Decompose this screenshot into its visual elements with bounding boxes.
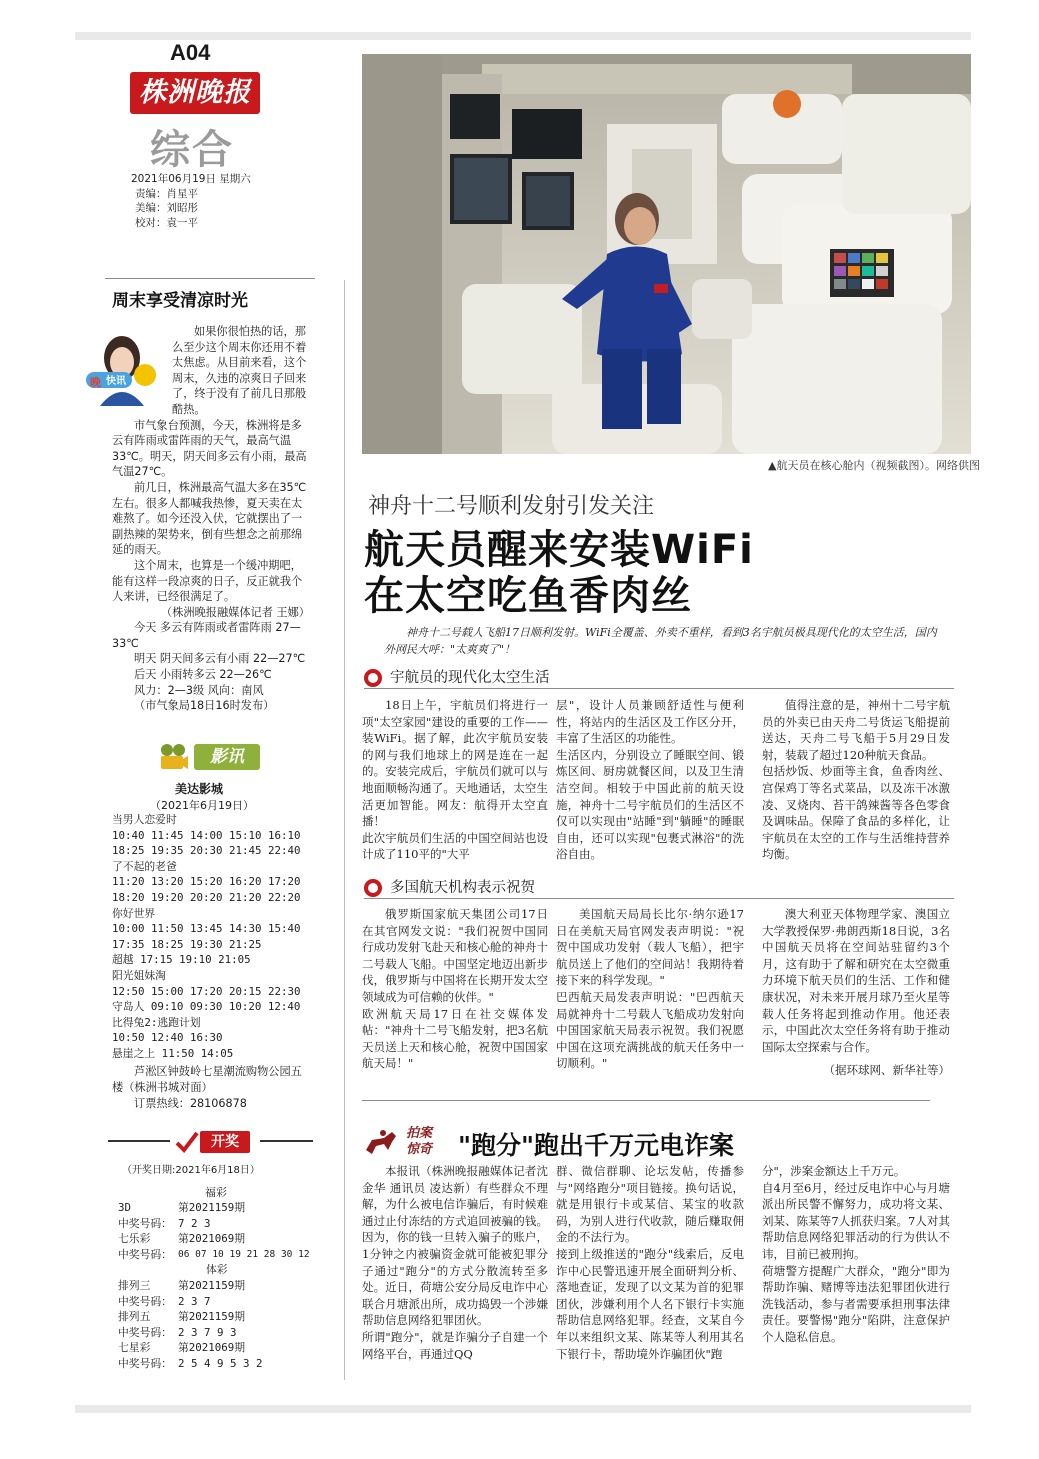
section2-title: 多国航天机构表示祝贺	[390, 880, 535, 896]
section1-col3: 值得注意的是，神州十二号宇航员的外卖已由天舟二号货运飞船提前送达，天舟二号飞船于5月29日发射，装载了超过120种航天食品。 包括炒饭、炒面等主食，鱼香肉丝、宫保鸡丁等名式菜品，以及冻干冰激凌、叉烧肉、苔干鸽辣酱等各色零食及调味品。保障了食品的多样化，让宇航员在太空的工作与生活维持营养均衡。	[762, 698, 950, 862]
showtimes: 18:20 19:20 20:20 21:20 22:20	[112, 890, 301, 904]
movie-showtimes: 超越 17:15 19:10 21:05	[112, 953, 251, 967]
section-bullet-icon	[364, 879, 382, 897]
checkmark-icon	[174, 1129, 200, 1155]
editor-credit: 责编：肖星平	[135, 187, 198, 200]
section-bullet-icon	[364, 669, 382, 687]
horse-rider-icon	[362, 1128, 406, 1158]
astronaut-photo-illustration	[362, 54, 971, 454]
movie-title: 了不起的老爸	[112, 859, 177, 873]
lottery-row: 中奖号码： 06 07 10 19 21 28 30 12	[118, 1247, 310, 1261]
section2-heading	[364, 876, 535, 897]
forecast-day-after: 后天 小雨转多云 22—26℃	[134, 668, 272, 682]
lottery-row: 中奖号码： 2 3 7	[118, 1294, 211, 1308]
fraud-story-top-rule	[362, 1100, 930, 1101]
showtimes: 11:20 13:20 15:20 16:20 17:20	[112, 875, 301, 889]
section1-col2: 层"，设计人员兼顾舒适性与便利性，将站内的生活区及工作区分开，丰富了生活区的功能性。 生活区内，分别设立了睡眠空间、锻炼区间、厨房就餐区间，以及卫生清洁空间。相较于中国此前的航天设施，神舟十二号宇航员们的生活区不仅可以实现由"站睡"到"躺睡"的睡眠自由，还可以实现"包裹式淋浴"的洗浴自由。	[556, 698, 744, 862]
lottery-row: 排列五 第2021159期	[118, 1310, 246, 1324]
column-divider	[344, 280, 345, 1380]
left-top-rule	[105, 278, 315, 279]
story-kicker: 神舟十二号顺利发射引发关注	[368, 494, 655, 519]
section1-rule	[364, 688, 954, 689]
weather-byline: （株洲晚报融媒体记者 王娜）	[161, 605, 310, 619]
forecast-today: 今天 多云有阵雨或者雷阵雨 27—33℃	[112, 621, 301, 650]
weather-body	[112, 324, 310, 714]
section1-heading	[364, 666, 550, 687]
movie-title: 你好世界	[112, 906, 156, 920]
showtimes: 17:35 18:25 19:30 21:25	[112, 937, 262, 951]
art-editor-credit: 美编：刘昭彤	[135, 202, 198, 214]
lottery-date: （开奖日期:2021年6月18日）	[122, 1165, 260, 1176]
cinema-address: 芦淞区钟鼓岭七星潮流购物公园五楼（株洲书城对面）	[112, 1065, 302, 1094]
space-station-photo	[362, 54, 971, 454]
section-name: 综合	[150, 127, 234, 173]
showtimes: 10:40 11:45 14:00 15:10 16:10	[112, 828, 301, 842]
weather-paragraph: 市气象台预测，今天，株洲将是多云有阵雨或雷阵雨的天气，最高气温33℃。明天，阴天间多云有小雨，最高气温27℃。	[112, 418, 307, 479]
cinema-name: 美达影城	[175, 782, 224, 796]
showtimes: 12:50 15:00 17:20 20:15 22:30	[112, 984, 301, 998]
fraud-col2: 群、微信群聊、论坛发帖，传播参与"网络跑分"项目链接。换句话说，就是用银行卡或某信、某宝的收款码，为别人进行代收款，随后赚取佣金的不法行为。 接到上级推送的"跑分"线索后，反电诈中心民警迅速开展全面研判分析、落地查证，发现了以文某为首的犯罪团伙，涉嫌利用个人名下银行卡实施帮助信息网络犯罪。经查，文某自今年以来组织文某、陈某等人利用其名下银行卡，帮助境外诈骗团伙"跑	[556, 1164, 744, 1361]
photo-caption: ▲航天员在核心舱内（视频截图）。网络供图	[768, 459, 980, 472]
forecast-wind: 风力：2—3级 风向：南风	[134, 683, 264, 697]
lottery-row: 排列三 第2021159期	[118, 1278, 246, 1292]
lottery-row: 中奖号码： 2 3 7 9 3	[118, 1325, 237, 1339]
lottery-badge: 开奖	[200, 1131, 250, 1153]
masthead-info	[131, 172, 251, 230]
story-headline-line1: 航天员醒来安装WiFi	[364, 527, 754, 573]
bottom-band	[75, 1405, 971, 1413]
fraud-badge-text: 拍案惊奇	[406, 1126, 433, 1157]
page-number: A04	[170, 40, 211, 65]
section2-rule	[364, 898, 954, 899]
cinema-hotline: 订票热线：28106878	[134, 1097, 247, 1110]
issue-date: 2021年06月19日 星期六	[131, 173, 251, 185]
section1-col1: 18日上午，宇航员们将进行一项"太空家园"建设的重要的工作——装WiFi。据了解，此次宇航员安装的网与我们地球上的网是连在一起的。安装完成后，宇航员们就可以与地面顺畅沟通了。天地通话，太空生活更加智能。网友：航得开太空直播！ 此次宇航员们生活的中国空间站也设计成了110平的"大平	[362, 698, 548, 862]
svg-text:晚: 晚	[90, 376, 101, 389]
fucai-label: 福彩	[205, 1186, 227, 1199]
cinema-header	[158, 742, 268, 772]
section1-title: 宇航员的现代化太空生活	[390, 670, 550, 686]
cinema-date: （2021年6月19日）	[150, 799, 254, 812]
fraud-col1: 本报讯（株洲晚报融媒体记者沈金华 通讯员 凌达新）有些群众不理解，为什么被电信诈骗后，有时候难通过止付冻结的方式追回被骗的钱。因为，你的钱一旦转入骗子的账户，1分钟之内被骗资金就可能被犯罪分子通过"跑分"的方式分散流转至多处。近日，荷塘公安分局反电诈中心联合月塘派出所，成功捣毁一个涉嫌帮助信息网络犯罪团伙。 所谓"跑分"，就是诈骗分子自建一个网络平台，再通过QQ	[362, 1164, 548, 1361]
lottery-row: 七星彩 第2021069期	[118, 1341, 246, 1355]
movie-title: 比得兔2:逃跑计划	[112, 1015, 201, 1029]
story-headline-line2: 在太空吃鱼香肉丝	[364, 573, 692, 619]
weather-paragraph: 前几日，株洲最高气温大多在35℃左右。很多人都喊我热惨，夏天卖在太难熬了。如今还没入伏，它就摆出了一副热辣的架势来，倒有些想念之前那绵延的雨天。	[112, 480, 307, 557]
forecast-tomorrow: 明天 阴天间多云有小雨 22—27℃	[134, 652, 306, 666]
weather-title: 周末享受清凉时光	[112, 291, 248, 311]
lottery-table	[118, 1200, 318, 1372]
reporter-badge: 快讯	[106, 376, 126, 387]
lottery-row: 3D 第2021159期	[118, 1201, 246, 1214]
cinema-listings	[112, 812, 312, 1062]
section2-byline: （据环球网、新华社等）	[823, 1063, 950, 1077]
movie-title: 当男人恋爱时	[112, 813, 177, 826]
weather-paragraph: 这个周末，也算是一个缓冲期吧，能有这样一段凉爽的日子，反正就我个人来讲，已经很满足了。	[112, 558, 303, 604]
showtimes: 10:00 11:50 13:45 14:30 15:40	[112, 922, 301, 936]
lottery-row: 中奖号码： 7 2 3	[118, 1216, 211, 1230]
section2-col1: 俄罗斯国家航天集团公司17日在其官网发文说："我们祝贺中国同行成功发射飞赴天和核心舱的神舟十二号载人飞船。中国坚定地迈出新步伐，俄罗斯与中国将在长期开发太空领域成为可信赖的伙伴。" 欧洲航天局17日在社交媒体发帖："神舟十二号飞船发射，把3名航天员送上天和核心舱，祝贺中国国家航天局！"	[362, 907, 548, 1071]
weather-paragraph: 如果你很怕热的话，那么至少这个周末你还用不着太焦虑。从目前来看，这个周末，久违的凉爽日子回来了，终于没有了前几日那般酷热。	[172, 325, 307, 416]
movie-showtimes: 守岛人 09:10 09:30 10:20 12:40	[112, 1000, 301, 1014]
fraud-headline: "跑分"跑出千万元电诈案	[458, 1131, 735, 1160]
fraud-badge	[362, 1124, 444, 1162]
story-deck: 神舟十二号载人飞船17日顺利发射。WiFi全覆盖、外卖不重样，看到3名宇航员极具现代化的太空生活，国内外网民大呼："太爽爽了"！	[384, 626, 937, 656]
paper-logo	[130, 72, 260, 114]
lottery-row: 七乐彩 第2021069期	[118, 1232, 246, 1246]
section2-col2: 美国航天局局长比尔·纳尔逊17日在美航天局官网发表声明说："祝贺中国成功发射（载人飞船），把宇航员送上了他们的空间站！我期待着接下来的科学发现。" 巴西航天局发表声明说："巴西航天局就神舟十二号载人飞船成功发射向中国国家航天局表示祝贺。我们祝愿中国在这项充满挑战的航天任务中一切顺利。"	[556, 907, 744, 1071]
showtimes: 10:50 12:40 16:30	[112, 1031, 223, 1045]
cinema-badge: 影讯	[194, 744, 260, 770]
ticai-label: 体彩	[206, 1263, 228, 1277]
forecast-source: （市气象局18日16时发布）	[134, 699, 275, 713]
fraud-col3: 分"，涉案金额达上千万元。 自4月至6月，经过反电诈中心与月塘派出所民警不懈努力，成功将文某、刘某、陈某等7人抓获归案。7人对其帮助信息网络犯罪活动的行为供认不讳，目前已被刑拘。 荷塘警方提醒广大群众，"跑分"即为帮助诈骗、赌博等违法犯罪团伙进行洗钱活动，参与者需要承担刑事法律责任。要警惕"跑分"陷阱，注意保护个人隐私信息。	[762, 1164, 950, 1344]
top-band	[75, 32, 971, 40]
lottery-row: 中奖号码： 2 5 4 9 5 3 2	[118, 1356, 263, 1370]
proofreader-credit: 校对：袁一平	[135, 216, 198, 229]
film-camera-icon	[158, 742, 188, 772]
lottery-header	[170, 1128, 260, 1156]
showtimes: 18:25 19:35 20:30 21:45 22:40	[112, 844, 301, 858]
section2-col3: 澳大利亚天体物理学家、澳国立大学教授保罗·弗朗西斯18日说，3名中国航天员将在空间站驻留约3个月，这有助于了解和研究在太空微重力环境下航天员们的生活、工作和健康状况，对未来开展月球乃至火星等载人任务将起到推动作用。他还表示，中国此次太空任务将有助于推动国际太空探索与合作。	[762, 907, 950, 1054]
paper-logo-text: 株洲晚报	[139, 77, 251, 108]
movie-showtimes: 悬崖之上 11:50 14:05	[112, 1046, 234, 1060]
movie-title: 阳光姐妹淘	[112, 968, 166, 982]
